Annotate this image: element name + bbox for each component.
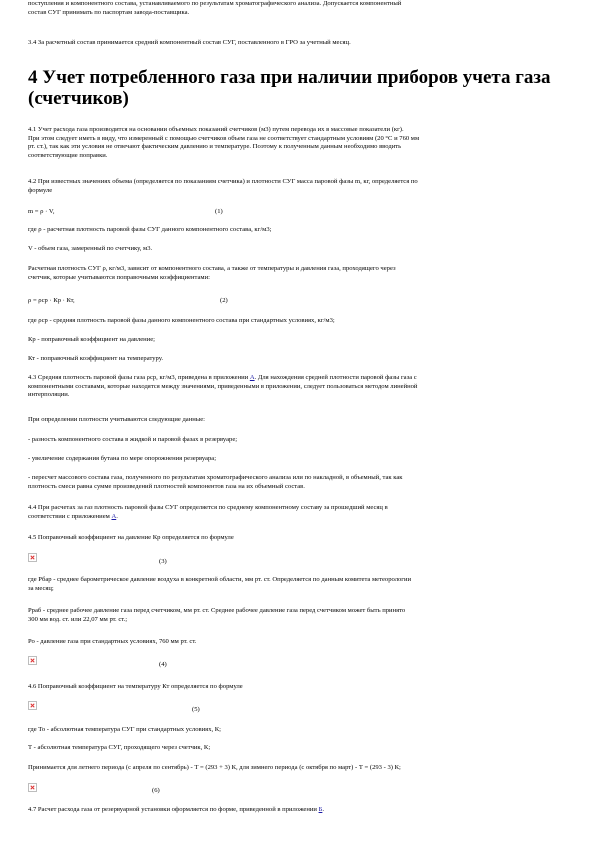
text-line: - пересчет массового состава газа, полученного по результатам хроматографического анализа или по накладной, в объемный, так как: [28, 474, 403, 481]
formula-1: m = ρ · V,: [28, 208, 55, 215]
text-line: 4.2 При известных значениях объема (определяется по показаниям счетчика) и плотности СУГ масса паровой фазы m, кг, определяется по: [28, 178, 418, 185]
definition-rho-sr: где ρср - средняя плотность паровой фазы данного компонентного состава при стандартных условиях, кг/м3;: [28, 317, 335, 324]
paragraph-4-2: [28, 178, 578, 195]
definition-t: Т - абсолютная температура СУГ, проходящего через счетчик, К;: [28, 744, 211, 751]
section-heading: [28, 67, 578, 109]
broken-image-icon: [28, 783, 37, 792]
paragraph-4-5: 4.5 Поправочный коэффициент на давление Кр определяется по формуле: [28, 534, 234, 541]
definition-t0: где То - абсолютная температура СУГ при стандартных условиях, К;: [28, 726, 222, 733]
text-line: 300 мм вод. ст. или 22,07 мм рт. ст.;: [28, 615, 128, 623]
intro-paragraph: [28, 0, 578, 17]
definition-rho: где ρ - расчетная плотность паровой фазы СУГ данного компонентного состава, кг/м3;: [28, 226, 272, 233]
equation-number: (3): [159, 558, 167, 565]
text-line: 4.1 Учет расхода газа производится на основании объемных показаний счетчиков (м3) путем перевода их в массовые показатели (кг).: [28, 126, 404, 133]
text-line: плотность смеси равна сумме произведений плотностей компонентов газа на их объемный состав.: [28, 482, 305, 490]
broken-image-icon: [28, 553, 37, 562]
text-line: формуле: [28, 186, 53, 194]
definition-pr: [28, 607, 578, 624]
appendix-a-link[interactable]: А: [111, 512, 117, 520]
paragraph-4-1: [28, 126, 578, 160]
text-line: интерполяции.: [28, 391, 70, 398]
section-title-line: (счетчиков): [28, 88, 129, 109]
paragraph-4-3: [28, 374, 578, 400]
text-line: где Рбар - среднее барометрическое давление воздуха в конкретной области, мм рт. ст. Определяется по данным комитета метеорологии: [28, 576, 412, 583]
text-line: При этом следует иметь в виду, что измеренный с помощью счетчиков объем газа не соответствует стандартным условиям (20 °С и 760 мм: [28, 134, 420, 142]
data-intro: При определении плотности учитываются следующие данные:: [28, 416, 205, 423]
density-paragraph: [28, 265, 578, 282]
text-line: 4.4 При расчетах за газ плотность паровой фазы СУГ определяется по среднему компонентному составу за прошедший месяц в: [28, 504, 388, 511]
list-item: - увеличение содержания бутана по мере опорожнения резервуара;: [28, 455, 217, 462]
equation-number: (4): [159, 661, 167, 668]
appendix-b-link[interactable]: Б: [318, 806, 323, 813]
text-line: Рраб - среднее рабочее давление газа перед счетчиком, мм рт. ст. Среднее рабочее давление газа перед счетчиком может быть принято: [28, 607, 406, 614]
paragraph-4-7: 4.7 Расчет расхода газа от резервуарной установки оформляется по форме, приведенной в приложении Б.: [28, 806, 325, 813]
definition-kt: Кт - поправочный коэффициент на температуру.: [28, 355, 164, 362]
text-line: соответствии с приложением А.: [28, 512, 118, 520]
section-title-line: 4 Учет потребленного газа при наличии приборов учета газа: [28, 67, 551, 88]
formula-2: ρ = ρср · Кр · Кт,: [28, 297, 75, 304]
equation-number: (5): [192, 706, 200, 713]
text-line: состав СУГ принимать по паспортам завода-поставщика.: [28, 8, 190, 16]
paragraph-4-4: [28, 504, 578, 521]
text-line: Расчетная плотность СУГ ρ, кг/м3, зависит от компонентного состава, а также от температуры и давления газа, проходящего через: [28, 265, 396, 272]
text-line: поступления и компонентного состава, устанавливаемого по результатам хроматографического анализа. Допускается компонентный: [28, 0, 402, 7]
equation-number: (6): [152, 787, 160, 794]
summer-winter-note: Принимается для летнего периода (с апреля по сентябрь) - Т = (293 + 3) К, для зимнего периода (с октября по март) - Т = (293 - 3) К;: [28, 764, 401, 771]
text-line: за месяц;: [28, 584, 54, 592]
broken-image-icon: [28, 701, 37, 710]
text-line: 4.3 Средняя плотность паровой фазы газа ρср, кг/м3, приведена в приложении А. Для нахождения средней плотности паровой фазы газа с: [28, 374, 417, 381]
text-line: счетчик, которые учитываются поправочными коэффициентами:: [28, 273, 210, 281]
paragraph-4-6: 4.6 Поправочный коэффициент на температуру Кт определяется по формуле: [28, 683, 243, 690]
text-line: рт. ст.), так как эти условия не отвечают фактическим давлению и температуре. Поэтому к полученным данным необходимо вводить: [28, 143, 402, 150]
definition-pbar: [28, 576, 578, 593]
equation-number: (2): [220, 297, 228, 304]
list-item: [28, 474, 578, 491]
definition-kp: Кр - поправочный коэффициент на давление;: [28, 336, 155, 343]
paragraph-3-4: 3.4 За расчетный состав принимается средний компонентный состав СУГ, поставленного в ГРО за учетный месяц.: [28, 39, 351, 46]
broken-image-icon: [28, 656, 37, 665]
definition-p0: Ро - давление газа при стандартных условиях, 760 мм рт. ст.: [28, 638, 197, 645]
appendix-a-link[interactable]: А: [249, 374, 255, 381]
text-line: компонентными составами, которые находятся между значениями, приведенными в приложении, следует пользоваться методом линейной: [28, 382, 418, 390]
definition-v: V - объем газа, замеренный по счетчику, м3.: [28, 245, 153, 252]
list-item: - разность компонентного состава в жидкой и паровой фазах в резервуаре;: [28, 436, 238, 443]
text-line: соответствующие поправки.: [28, 151, 108, 159]
equation-number: (1): [215, 208, 223, 215]
